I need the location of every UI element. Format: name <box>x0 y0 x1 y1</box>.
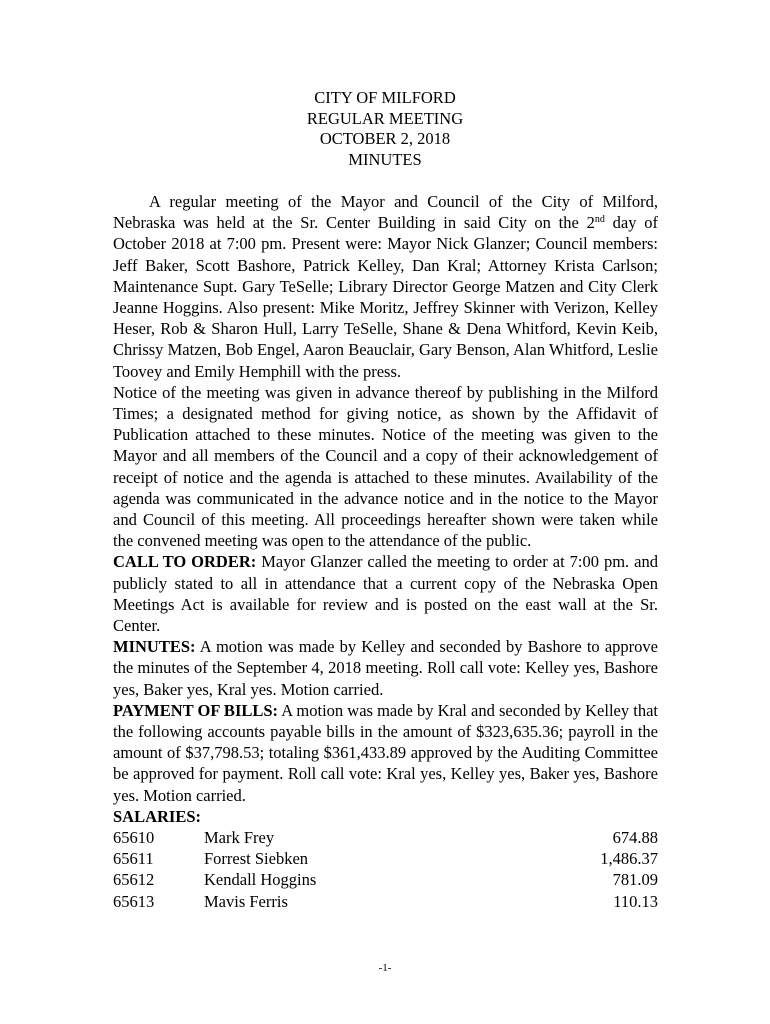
salary-row <box>113 891 658 912</box>
salary-amount: 781.09 <box>612 870 658 890</box>
salary-name: Kendall Hoggins <box>204 870 317 890</box>
header-minutes: MINUTES <box>348 149 422 169</box>
call-to-order-text: Mayor Glanzer called the meeting to order at 7:00 pm. and publicly stated to all in attendance that a current copy of the Nebraska Open Meetings Act is available for review and is posted on the east wall at the Sr. Center. <box>113 552 658 636</box>
salary-amount: 1,486.37 <box>600 849 658 869</box>
salary-row <box>113 827 658 848</box>
intro-ordinal: nd <box>594 214 605 226</box>
intro-paragraph <box>113 191 658 382</box>
salary-name: Mark Frey <box>204 828 275 848</box>
page-number: -1- <box>378 962 392 974</box>
call-to-order-paragraph <box>113 551 658 636</box>
notice-paragraph: Notice of the meeting was given in advance thereof by publishing in the Milford Times; a designated method for giving notice, as shown by the Affidavit of Publication attached to these minutes. Notice of the meeting was given to the Mayor and all members of the Council and a copy of their acknowledgement of receipt of notice and the agenda is attached to these minutes. Availability of the agenda was communicated in the advance notice and in the notice to the Mayor and Council of this meeting. All proceedings hereafter shown were taken while the convened meeting was open to the attendance of the public. <box>113 382 658 551</box>
header-meeting-type: REGULAR MEETING <box>306 108 464 128</box>
minutes-label: MINUTES: <box>113 637 196 657</box>
minutes-text: A motion was made by Kelley and seconded by Bashore to approve the minutes of the September 4, 2018 meeting. Roll call vote: Kelley yes, Bashore yes, Baker yes, Kral yes. Motion carried. <box>113 637 658 699</box>
minutes-paragraph <box>113 636 658 700</box>
salary-name: Mavis Ferris <box>204 891 288 911</box>
salary-amount: 110.13 <box>613 891 658 911</box>
salaries-title: SALARIES: <box>113 806 202 826</box>
intro-text-2: day of October 2018 at 7:00 pm. Present were: Mayor Nick Glanzer; Council members: Jeff Baker, Scott Bashore, Patrick Kelley, Dan Kral; Attorney Krista Carlson; Maintenance Supt. Gary TeSelle; Library Director George Matzen and City Clerk Jeanne Hoggins. Also present: Mike Moritz, Jeffrey Skinner with Verizon, Kelley Heser, Rob & Sharon Hull, Larry TeSelle, Shane & Dena Whitford, Kevin Keib, Chrissy Matzen, Bob Engel, Aaron Beauclair, Gary Benson, Alan Whitford, Leslie Toovey and Emily Hemphill with the press. <box>113 213 658 381</box>
salary-check-number: 65611 <box>113 849 154 869</box>
payment-text: A motion was made by Kral and seconded by Kelley that the following accounts payable bills in the amount of $323,635.36; payroll in the amount of $37,798.53; totaling $361,433.89 approved by the Auditing Committee be approved for payment. Roll call vote: Kral yes, Kelley yes, Baker yes, Bashore yes. Motion carried. <box>113 700 658 805</box>
salary-row <box>113 869 658 890</box>
salary-name: Forrest Siebken <box>204 849 309 869</box>
salary-check-number: 65612 <box>113 870 155 890</box>
payment-label: PAYMENT OF BILLS: <box>113 700 279 720</box>
payment-paragraph <box>113 700 658 806</box>
call-to-order-label: CALL TO ORDER: <box>113 552 257 572</box>
salary-row <box>113 848 658 869</box>
header-date: OCTOBER 2, 2018 <box>319 129 451 149</box>
salaries-table <box>113 827 658 912</box>
salary-amount: 674.88 <box>612 828 658 848</box>
intro-text-1: A regular meeting of the Mayor and Council of the City of Milford, Nebraska was held at the Sr. Center Building in said City on the 2 <box>113 192 658 233</box>
document-body <box>113 191 658 912</box>
header-city: CITY OF MILFORD <box>314 88 456 107</box>
salary-check-number: 65610 <box>113 828 155 848</box>
document-header <box>0 88 770 170</box>
salary-check-number: 65613 <box>113 891 155 911</box>
